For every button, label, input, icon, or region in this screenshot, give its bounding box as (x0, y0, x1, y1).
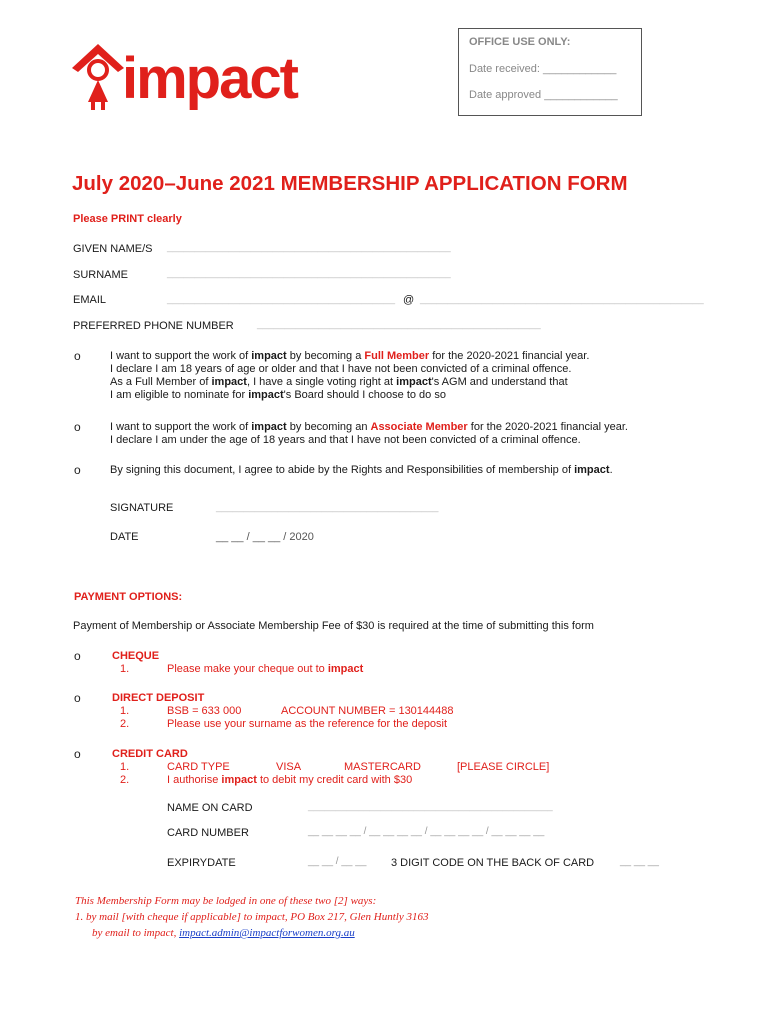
name-on-card-field[interactable]: ____________________________________________ (308, 801, 553, 812)
office-use-box (458, 28, 642, 116)
deposit-title: DIRECT DEPOSIT (112, 692, 205, 704)
email-link[interactable]: impact.admin@impactforwomen.org.au (179, 927, 355, 939)
please-circle-note: [PLEASE CIRCLE] (457, 761, 550, 773)
print-clearly-note: Please PRINT clearly (73, 213, 182, 225)
card-type-label: CARD TYPE (167, 761, 230, 773)
given-names-label: GIVEN NAME/S (73, 243, 153, 255)
expiry-label: EXPIRYDATE (167, 857, 236, 869)
credit-num-2: 2. (120, 774, 130, 786)
lodge-by-email: by email to impact, impact.admin@impactforwomen.org.au (92, 927, 355, 939)
phone-label: PREFERRED PHONE NUMBER (73, 320, 234, 332)
associate-member-text: I want to support the work of impact by becoming an Associate Member for the 2020-2021 financial year. I declare I am under the age of 18 years and that I have not been convicted of a criminal offence. (110, 421, 628, 446)
given-names-field[interactable]: ___________________________________________________ (167, 242, 451, 253)
card-number-field[interactable]: __ __ __ __ / __ __ __ __ / __ __ __ __ / __ __ __ __ (308, 826, 545, 837)
office-title: OFFICE USE ONLY: (469, 36, 571, 48)
credit-title: CREDIT CARD (112, 748, 188, 760)
form-title: July 2020–June 2021 MEMBERSHIP APPLICATION FORM (72, 172, 628, 195)
email-domain-field[interactable]: ___________________________________________________ (420, 294, 704, 305)
card-visa-option[interactable]: VISA (276, 761, 302, 773)
lodge-heading: This Membership Form may be lodged in one of these two [2] ways: (75, 895, 377, 907)
card-mastercard-option[interactable]: MASTERCARD (344, 761, 422, 773)
card-number-label: CARD NUMBER (167, 827, 249, 839)
cheque-title: CHEQUE (112, 650, 160, 662)
signature-label: SIGNATURE (110, 502, 174, 514)
cvv-label: 3 DIGIT CODE ON THE BACK OF CARD (391, 857, 595, 869)
deposit-reference: Please use your surname as the reference for the deposit (167, 718, 448, 730)
agreement-checkbox[interactable]: o (74, 463, 81, 477)
phone-field[interactable]: ___________________________________________________ (257, 319, 541, 330)
credit-option-checkbox[interactable]: o (74, 747, 81, 761)
date-field[interactable]: __ __ / __ __ / 2020 (216, 531, 314, 543)
cvv-field[interactable]: __ __ __ (620, 856, 659, 867)
surname-field[interactable]: ___________________________________________________ (167, 268, 451, 279)
credit-num-1: 1. (120, 761, 130, 773)
date-received: Date received: ____________ (469, 63, 617, 75)
deposit-bsb: BSB = 633 000 (167, 705, 242, 717)
payment-heading: PAYMENT OPTIONS: (74, 591, 183, 603)
agreement-text: By signing this document, I agree to abide by the Rights and Responsibilities of membership of impact. (110, 464, 613, 476)
date-label: DATE (110, 531, 139, 543)
date-approved: Date approved ____________ (469, 89, 618, 101)
associate-member-checkbox[interactable]: o (74, 420, 81, 434)
cheque-num-1: 1. (120, 663, 130, 675)
lodge-by-mail: 1. by mail [with cheque if applicable] to impact, PO Box 217, Glen Huntly 3163 (75, 911, 429, 923)
email-at-sign: @ (403, 294, 415, 306)
full-member-checkbox[interactable]: o (74, 349, 81, 363)
credit-authorise: I authorise impact to debit my credit card with $30 (167, 774, 413, 786)
full-member-text: I want to support the work of impact by becoming a Full Member for the 2020-2021 financial year. I declare I am 18 years of age or older and that I have not been convicted of a criminal offence. As a Full Member of impact, I have a single voting right at impact's AGM and understand that I am eligible to nominate for impact's Board should I choose to do so (110, 350, 590, 401)
cheque-option-checkbox[interactable]: o (74, 649, 81, 663)
deposit-num-1: 1. (120, 705, 130, 717)
signature-field[interactable]: ________________________________________ (216, 502, 439, 513)
impact-logo (72, 42, 297, 114)
email-label: EMAIL (73, 294, 107, 306)
email-user-field[interactable]: _________________________________________ (167, 294, 396, 305)
cheque-instruction: Please make your cheque out to impact (167, 663, 364, 675)
deposit-num-2: 2. (120, 718, 130, 730)
surname-label: SURNAME (73, 269, 129, 281)
name-on-card-label: NAME ON CARD (167, 802, 253, 814)
logo-wordmark: impact (122, 46, 297, 111)
deposit-account: ACCOUNT NUMBER = 130144488 (281, 705, 454, 717)
expiry-field[interactable]: __ __ / __ __ (308, 856, 367, 867)
payment-intro: Payment of Membership or Associate Membership Fee of $30 is required at the time of submitting this form (73, 620, 594, 632)
deposit-option-checkbox[interactable]: o (74, 691, 81, 705)
